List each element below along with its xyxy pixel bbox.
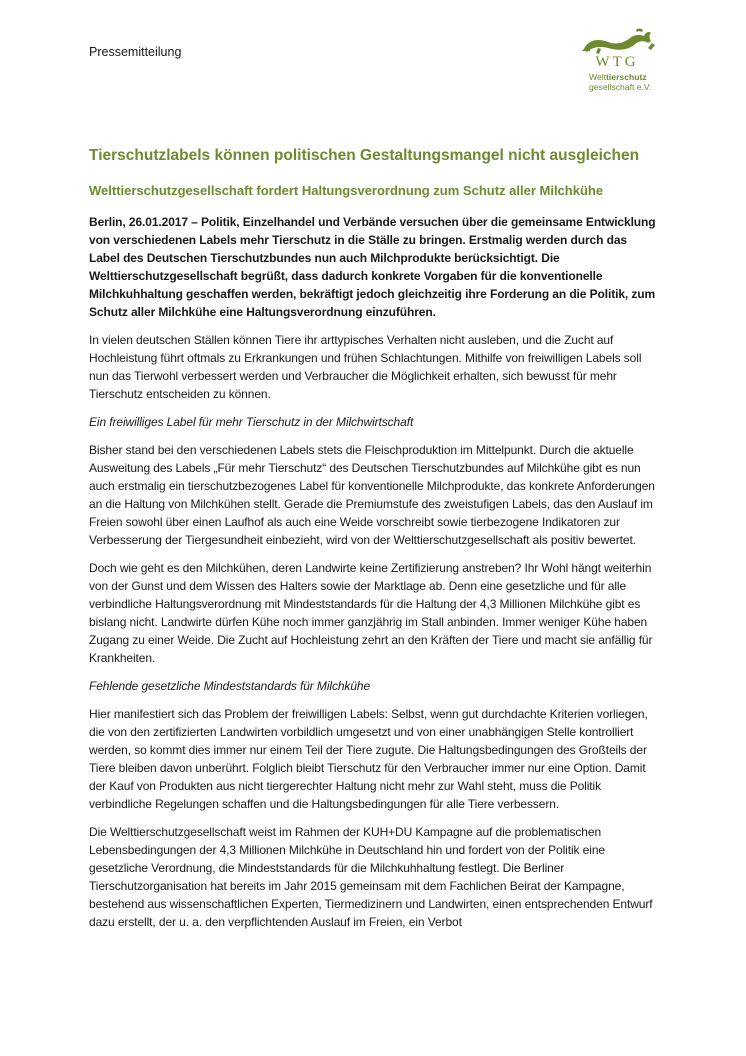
logo-line-2: gesellschaft e.V.: [589, 82, 652, 92]
animals-silhouette-icon: [578, 26, 658, 56]
subheading-1: Ein freiwilliges Label für mehr Tierschutz in der Milchwirtschaft: [89, 415, 414, 429]
article-title: Tierschutzlabels können politischen Gestaltungsmangel nicht ausgleichen: [89, 147, 640, 164]
article-subtitle: Welttierschutzgesellschaft fordert Haltungsverordnung zum Schutz aller Milchkühe: [89, 183, 604, 198]
paragraph-1: In vielen deutschen Ställen können Tiere ihr arttypisches Verhalten nicht ausleben, und die Zucht auf Hochleistung führt oftmals zu Erkrankungen und frühen Schlachtungen. Mithilfe von freiwilligen Labels soll nun das Tierwohl verbessert werden und Verbraucher die Möglichkeit erhalten, sich bewusst für mehr Tierschutz entscheiden zu können.: [89, 333, 642, 401]
paragraph-3: Doch wie geht es den Milchkühen, deren Landwirte keine Zertifizierung anstreben? Ihr Wohl hängt weiterhin von der Gunst und dem Wissen des Halters sowie der Marktlage ab. Denn eine gesetzliche und für alle verbindliche Haltungsverordnung mit Mindeststandards für die Haltung der 4,3 Millionen Milchkühe gibt es bislang nicht. Landwirte dürfen Kühe noch immer ganzjährig im Stall anbinden. Immer weniger Kühe haben Zugang zu einer Weide. Die Zucht auf Hochleistung zehrt an den Kräften der Tiere und macht sie anfällig für Krankheiten.: [89, 561, 653, 665]
paragraph-2: Bisher stand bei den verschiedenen Labels stets die Fleischproduktion im Mittelpunkt. Durch die aktuelle Ausweitung des Labels „Für mehr Tierschutz“ des Deutschen Tierschutzbundes auf Milchkühe gibt es nun auch erstmalig ein tierschutzbezogenes Label für konventionelle Milchprodukte, das konkrete Anforderungen an die Haltung von Milchkühen stellt. Gerade die Premiumstufe des zweistufigen Labels, das den Auslauf im Freien sowohl über einen Laufhof als auch eine Weide vorschreibt sowie tierbezogene Indikatoren zur Verbesserung der Tiergesundheit einbezieht, wird von der Welttierschutzgesellschaft als positiv bewertet.: [89, 443, 655, 547]
logo-abbreviation: WTG: [595, 54, 639, 70]
document-type-label: Pressemitteilung: [89, 45, 182, 59]
logo-line-1: Welttierschutz: [589, 72, 647, 82]
lead-paragraph: Berlin, 26.01.2017 – Politik, Einzelhandel und Verbände versuchen über die gemeinsame Entwicklung von verschiedenen Labels mehr Tierschutz in die Ställe zu bringen. Erstmalig werden durch das Label des Deutschen Tierschutzbundes nun auch Milchprodukte berücksichtigt. Die Welttierschutzgesellschaft begrüßt, dass dadurch konkrete Vorgaben für die konventionelle Milchkuhhaltung geschaffen werden, bekräftigt jedoch gleichzeitig ihre Forderung an die Politik, zum Schutz aller Milchkühe eine Haltungsverordnung einzuführen.: [89, 215, 656, 319]
paragraph-5: Die Welttierschutzgesellschaft weist im Rahmen der KUH+DU Kampagne auf die problematischen Lebensbedingungen der 4,3 Millionen Milchkühe in Deutschland hin und fordert von der Politik eine gesetzliche Verordnung, die Mindeststandards für die Milchkuhhaltung festlegt. Die Berliner Tierschutzorganisation hat bereits im Jahr 2015 gemeinsam mit dem Fachlichen Beirat der Kampagne, bestehend aus wissenschaftlichen Experten, Tiermedizinern und Landwirten, einen entsprechenden Entwurf dazu erstellt, der u. a. den verpflichtenden Auslauf im Freien, ein Verbot: [89, 825, 653, 929]
article-body: [89, 146, 659, 941]
paragraph-4: Hier manifestiert sich das Problem der freiwilligen Labels: Selbst, wenn gut durchdachte Kriterien vorliegen, die von den zertifizierten Landwirten vorbildlich umgesetzt und von einer unabhängigen Stelle kontrolliert werden, so kommt dies immer nur einem Teil der Tiere zugute. Die Haltungsbedingungen des Großteils der Tiere bleiben davon unberührt. Folglich bleibt Tierschutz für den Verbraucher immer nur eine Option. Damit der Kauf von Produkten aus nicht tiergerechter Haltung nicht mehr zur Wahl steht, muss die Politik verbindliche Regelungen schaffen und die Haltungsbedingungen für alle Tiere verbessern.: [89, 707, 648, 811]
subheading-2: Fehlende gesetzliche Mindeststandards für Milchkühe: [89, 679, 371, 693]
organization-logo: [578, 26, 658, 98]
